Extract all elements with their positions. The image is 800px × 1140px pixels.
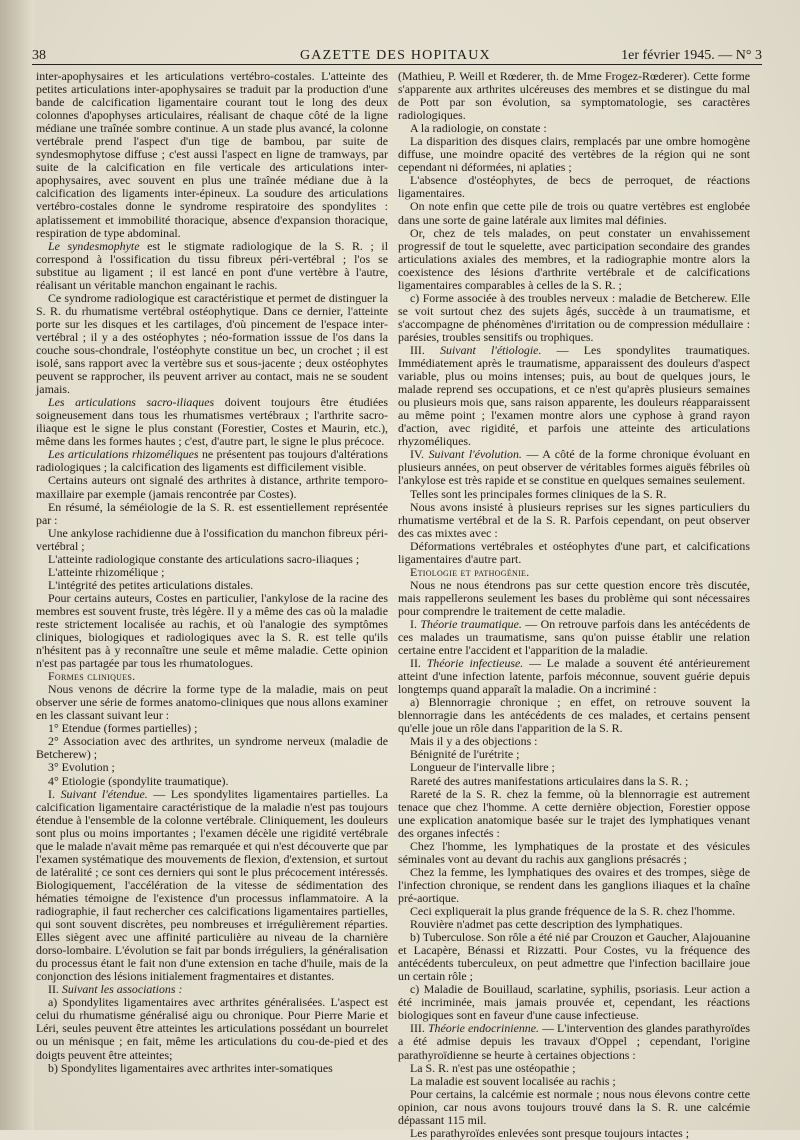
paragraph <box>398 448 750 487</box>
journal-title: GAZETTE DES HOPITAUX <box>300 48 491 63</box>
paragraph: Les parathyroïdes enlevées sont presque toujours intactes ; <box>410 1125 690 1140</box>
paragraph <box>398 618 750 657</box>
paragraph: a) Spondylites ligamentaires avec arthrites généralisées. L'aspect est celui du rhumatisme généralisé aigu ou chronique. Pour Pierre Marie et Léri, seules peuvent être atteintes les articulations possédant un bourrelet ou un ménisque ; en fait, même les articulations du cou-de-pied et des doigts peuvent être atteintes; <box>36 995 388 1062</box>
italic-run: Suivant l'étiologie. <box>440 342 542 357</box>
text-run: II. <box>410 656 427 671</box>
paragraph <box>36 788 388 984</box>
paragraph: 1° Etendue (formes partielles) ; <box>48 721 198 736</box>
paragraph: 2° Association avec des arthrites, un syndrome nerveux (maladie de Betcherew) ; <box>36 734 388 762</box>
text-run: — Les spondylites ligamentaires partielles. La calcification ligamentaire caractéristique de la maladie n'est pas toujours étendue à l'ensemble de la colonne vertébrale. Cliniquement, les douleurs sont plus ou moins importantes ; l'examen décèle une rigidité vertébrale que le malade n'avait même pas remarquée et qui n'est découverte que par l'examen systématique des mouvements de flexion, d'extension, et surtout de latéralité ; ce sont ces derniers qui sont le plus précocement intéressés. Biologiquement, l'accélération de la vitesse de sédimentation des hématies témoigne de l'existence d'un processus inflammatoire. A la radiographie, il faut rechercher ces calcifications ligamentaires partielles, qui sont souvent discrètes, peu nombreuses et irrégulièrement réparties. Elles siègent avec une affinité particulière au niveau de la charnière dorso-lombaire. L'évolution se fait par bonds irréguliers, la généralisation du processus étant le fait non d'une extension en tache d'huile, mais de la conjonction des lésions initialement fragmentaires et distantes. <box>36 786 389 984</box>
paragraph: a) Blennorragie chronique ; en effet, on retrouve souvent la blennorragie dans les antécédents de ces malades, et certains pensent qu'elle joue un rôle dans l'apparition de la S. R. <box>398 695 750 736</box>
page-number: 38 <box>32 48 46 63</box>
paragraph: (Mathieu, P. Weill et Rœderer, th. de Mme Frogez-Rœderer). Cette forme s'apparente aux arthrites ulcéreuses des membres et se distingue du mal de Pott par son évolution, sa symptomatologie, ses caractères radiologiques. <box>398 69 750 123</box>
paragraph: A la radiologie, on constate : <box>410 121 547 136</box>
paragraph: inter-apophysaires et les articulations vertébro-costales. L'atteinte des petites articulations inter-apophysaires se traduit par la production d'une bande de calcification ligamentaire courant tout le long des deux colonnes d'apophyses articulaires, réalisant de chaque côté de la ligne médiane une traînée sombre continue. A un stade plus avancé, la colonne vertébrale prend l'aspect d'un tige de bambou, par suite de syndesmophytose diffuse ; c'est aussi l'aspect en ligne de tramways, par suite de la calcification en file verticale des articulations inter-apophysaires, avec souvent en plus une traînée médiane due à la calcification des ligaments inter-épineux. La soudure des articulations vertébro-costales donne le syndrome respiratoire des spondylites : aplatissement et immobilité thoracique, absence d'expansion thoracique, respiration de type abdominal. <box>36 69 388 240</box>
text-run: — L'intervention des glandes parathyroïdes a été admise depuis les travaux d'Oppel ; cependant, l'origine parathyroïdienne se heurte à certaines objections : <box>398 1021 751 1062</box>
text-run: — Le malade a souvent été antérieurement atteint d'une infection latente, parfois méconnue, souvent guérie depuis longtemps quand apparaît la maladie. On a incriminé : <box>398 656 750 697</box>
paragraph: Or, chez de tels malades, on peut constater un envahissement progressif de tout le squelette, avec participation secondaire des grandes articulations axiales des membres, et la radiographie montre alors la coexistence des lésions d'arthrite vertébrale et de calcifications ligamentaires comparables à celles de la S. R. ; <box>398 225 750 292</box>
paragraph: On note enfin que cette pile de trois ou quatre vertèbres est englobée dans une sorte de gaine latérale aux limites mal définies. <box>398 199 750 227</box>
paragraph: c) Forme associée à des troubles nerveux : maladie de Betcherew. Elle se voit surtout chez des sujets âgés, succède à un traumatisme, et s'accompagne de phénomènes d'irritation ou de compression médullaire : parésies, troubles sensitifs ou trophiques. <box>398 290 750 344</box>
paragraph: En résumé, la séméiologie de la S. R. est essentiellement représentée par : <box>36 499 388 527</box>
paragraph: Chez la femme, les lymphatiques des ovaires et des trompes, siège de l'infection chronique, se rendent dans les ganglions iliaques et la chaîne pré-aortique. <box>398 864 750 905</box>
paragraph: Certains auteurs ont signalé des arthrites à distance, arthrite temporo-maxillaire par exemple (jamais rencontrée par Costes). <box>36 473 388 501</box>
paragraph: Mais il y a des objections : <box>410 734 538 749</box>
italic-run: Théorie endocrinienne. <box>427 1021 539 1036</box>
paragraph: Pour certains auteurs, Costes en particulier, l'ankylose de la racine des membres est souvent fruste, très légère. Il y a même des cas où la maladie reste strictement localisée au rachis, et où l'analogie des symptômes cliniques, biologiques et radiologiques avec la S. R. est telle qu'ils n'hésitent pas à y reconnaître une seule et même maladie. Cette opinion n'est pas partagée par tous les rhumatologues. <box>36 590 388 671</box>
paragraph: Nous venons de décrire la forme type de la maladie, mais on peut observer une série de formes anatomo-cliniques que nous allons examiner en les classant suivant leur : <box>36 682 388 723</box>
paragraph: Pour certains, la calcémie est normale ; nous nous élevons contre cette opinion, car nous avons toujours trouvé dans la S. R. une calcémie dépassant 115 mil. <box>398 1086 750 1127</box>
paragraph: La disparition des disques clairs, remplacés par une ombre homogène diffuse, une moindre opacité des vertèbres de la région qui ne sont cependant ni déformées, ni aplaties ; <box>398 134 750 175</box>
italic-run: Les articulations rhizoméliques <box>48 447 199 462</box>
text-run: — A côté de la forme chronique évoluant en plusieurs années, on peut observer de véritables formes aiguës fébriles où l'ankylose est très rapide et se constitue en quelques semaines seulement. <box>398 447 750 488</box>
issue-date: 1er février 1945. — N° 3 <box>621 48 762 63</box>
paragraph: Rareté des autres manifestations articulaires dans la S. R. ; <box>410 773 689 788</box>
paragraph: L'absence d'ostéophytes, de becs de perroquet, de réactions ligamentaires. <box>398 173 750 201</box>
paragraph: Longueur de l'intervalle libre ; <box>410 760 555 775</box>
text-run: I. <box>48 786 61 801</box>
section-heading: Formes cliniques. <box>48 669 136 684</box>
paragraph: b) Spondylites ligamentaires avec arthrites inter-somatiques <box>48 1060 333 1075</box>
italic-run: Théorie infectieuse. <box>426 656 524 671</box>
text-run: est le stigmate radiologique de la S. R. ; il correspond à l'ossification du tissu fibreux péri-vertébral ; l'os se substitue au ligament ; il est lancé en pont d'une vertèbre à l'autre, réalisant un véritable manchon engainant le rachis. <box>36 238 388 292</box>
paragraph: La maladie est souvent localisée au rachis ; <box>410 1073 616 1088</box>
binding-shadow <box>0 0 34 1130</box>
paragraph: b) Tuberculose. Son rôle a été nié par Crouzon et Gaucher, Alajouanine et Lacapère, Bénassi et Rizzatti. Pour Costes, vu la fréquence des antécédents tuberculeux, on peut admettre que l'infection bacillaire joue un certain rôle ; <box>398 930 750 984</box>
paragraph: Rareté de la S. R. chez la femme, où la blennorragie est autrement tenace que chez l'homme. A cette dernière objection, Forestier oppose une explication anatomique basée sur le trajet des lymphatiques venant des organes infectés : <box>398 786 750 840</box>
right-text-column <box>398 70 750 1140</box>
text-run: II. <box>48 982 62 997</box>
text-run: — On retrouve parfois dans les antécédents de ces malades un traumatisme, sans qu'on puisse établir une relation certaine entre l'accident et l'apparition de la maladie. <box>398 616 750 658</box>
paragraph: Ceci expliquerait la plus grande fréquence de la S. R. chez l'homme. <box>410 904 736 918</box>
paragraph: Une ankylose rachidienne due à l'ossification du manchon fibreux péri-vertébral ; <box>36 525 388 553</box>
paragraph <box>36 448 388 474</box>
paragraph: 3° Evolution ; <box>48 760 115 775</box>
paragraph: Ce syndrome radiologique est caractéristique et permet de distinguer la S. R. du rhumatisme vertébral ostéophytique. Dans ce dernier, l'atteinte porte sur les disques et les cartilages, d'où pincement de l'espace inter-vertébral ; il y a des ostéophytes ; néo-formation isssue de l'os dans la couche sous-chondrale, l'ostéophyte constitue un bec, un crochet ; il est isolé, sans rapport avec la vertèbre sus et sous-jacente ; deux ostéophytes peuvent se rapprocher, ils peuvent arriver au contact, mais ne se soudent jamais. <box>36 290 388 397</box>
text-run: — Les spondylites traumatiques. Immédiatement après le traumatisme, apparaissent des douleurs d'aspect variable, plus ou moins intenses; puis, au bout de quelques jours, le malade reprend ses occupations, et ce n'est qu'après plusieurs semaines ou plusieurs mois que, sans raison apparente, les douleurs réapparaissent au même point ; l'examen montre alors une cyphose à grand rayon d'action, avec rigidité, et parfois une atteinte des articulations rhyzoméliques. <box>398 342 750 449</box>
paragraph <box>36 240 388 292</box>
text-run: doivent toujours être étudiées soigneusement dans tous les rhumatismes vertébraux ; l'arthrite sacro-iliaque est le signe le plus constant (Forestier, Costes et Maurin, etc.), même dans les formes hautes ; c'est, d'autre part, le signe le plus précoce. <box>36 395 388 449</box>
text-run: III. <box>410 1021 428 1036</box>
paragraph: L'intégrité des petites articulations distales. <box>48 577 254 592</box>
paragraph <box>398 657 750 696</box>
italic-run: Suivant l'étendue. <box>60 786 148 801</box>
paragraph: c) Maladie de Bouillaud, scarlatine, syphilis, psoriasis. Leur action a été incriminée, mais jamais prouvée et, cependant, les réactions biologiques sont en faveur d'une cause infectieuse. <box>398 982 750 1023</box>
paragraph <box>36 396 388 448</box>
left-text-column <box>36 70 388 1075</box>
italic-run: Le syndesmophyte <box>48 238 140 253</box>
paragraph: Déformations vertébrales et ostéophytes d'une part, et calcifications ligamentaires d'autre part. <box>398 538 750 566</box>
text-run: ne présentent pas toujours d'altérations radiologiques ; la calcification des ligaments est difficilement visible. <box>36 447 388 475</box>
paragraph: Bénignité de l'urétrite ; <box>410 747 520 762</box>
text-run: III. <box>410 342 441 357</box>
paragraph: Rouvière n'admet pas cette description des lymphatiques. <box>410 917 683 932</box>
italic-run: Les articulations sacro-iliaques <box>48 395 215 410</box>
section-heading: Etiologie et pathogénie. <box>410 564 530 579</box>
paragraph: 4° Etiologie (spondylite traumatique). <box>48 773 229 788</box>
italic-run: Suivant les associations : <box>61 982 183 997</box>
paragraph <box>398 344 750 448</box>
paragraph: L'atteinte radiologique constante des articulations sacro-iliaques ; <box>48 551 360 566</box>
running-header <box>32 46 762 65</box>
italic-run: Suivant l'évolution. <box>428 447 522 462</box>
paragraph <box>398 1022 750 1061</box>
paragraph: Chez l'homme, les lymphatiques de la prostate et des vésicules séminales vont au devant du rachis aux ganglions présacrés ; <box>398 838 750 866</box>
paragraph: Telles sont les principales formes cliniques de la S. R. <box>410 486 667 501</box>
text-run: I. <box>410 616 421 631</box>
paragraph: Nous ne nous étendrons pas sur cette question encore très discutée, mais rappellerons seulement les bases du problème qui sont nécessaires pour comprendre le traitement de cette maladie. <box>398 577 750 618</box>
italic-run: Théorie traumatique. <box>420 616 522 631</box>
paragraph: La S. R. n'est pas une ostéopathie ; <box>410 1060 576 1075</box>
paragraph: L'atteinte rhizomélique ; <box>48 564 165 579</box>
text-run: IV. <box>410 447 429 462</box>
paragraph: Nous avons insisté à plusieurs reprises sur les signes particuliers du rhumatisme vertébral et de la S. R. Parfois cependant, on peut observer des cas mixtes avec : <box>398 499 750 540</box>
